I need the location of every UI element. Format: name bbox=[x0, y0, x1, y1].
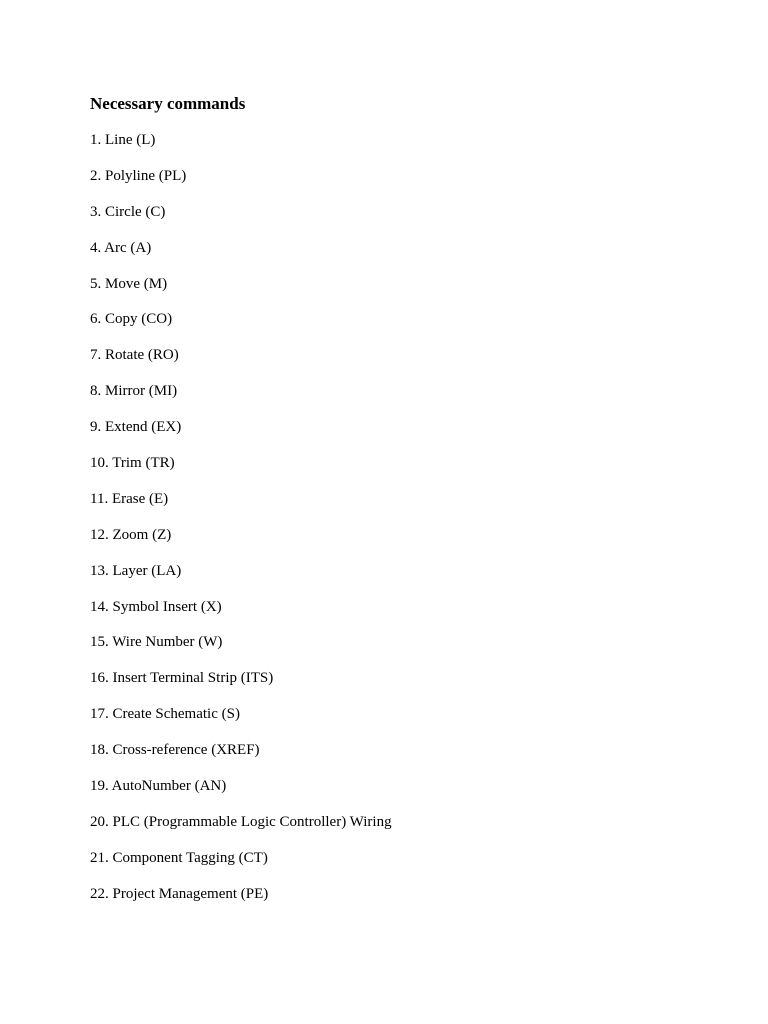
list-item: 20. PLC (Programmable Logic Controller) Wiring bbox=[90, 813, 392, 830]
list-item: 15. Wire Number (W) bbox=[90, 634, 223, 651]
list-item: 13. Layer (LA) bbox=[90, 562, 182, 579]
list-item: 14. Symbol Insert (X) bbox=[90, 598, 222, 615]
list-item: 12. Zoom (Z) bbox=[90, 526, 172, 543]
list-item: 1. Line (L) bbox=[90, 132, 156, 148]
list-item: 2. Polyline (PL) bbox=[90, 167, 187, 184]
list-item: 9. Extend (EX) bbox=[90, 419, 182, 436]
command-list bbox=[90, 131, 690, 903]
list-item: 11. Erase (E) bbox=[90, 490, 169, 507]
list-item: 4. Arc (A) bbox=[90, 239, 152, 256]
list-item: 7. Rotate (RO) bbox=[90, 347, 179, 364]
list-item: 6. Copy (CO) bbox=[90, 311, 173, 328]
document-heading: Necessary commands bbox=[90, 94, 246, 113]
list-item: 17. Create Schematic (S) bbox=[90, 706, 240, 723]
list-item: 10. Trim (TR) bbox=[90, 455, 175, 472]
list-item: 16. Insert Terminal Strip (ITS) bbox=[90, 670, 274, 687]
document-body bbox=[90, 92, 690, 921]
list-item: 8. Mirror (MI) bbox=[90, 383, 178, 400]
list-item: 3. Circle (C) bbox=[90, 203, 166, 220]
list-item: 22. Project Management (PE) bbox=[90, 885, 269, 902]
list-item: 5. Move (M) bbox=[90, 275, 168, 292]
list-item: 21. Component Tagging (CT) bbox=[90, 849, 268, 866]
list-item: 18. Cross-reference (XREF) bbox=[90, 742, 260, 759]
list-item: 19. AutoNumber (AN) bbox=[90, 778, 227, 795]
